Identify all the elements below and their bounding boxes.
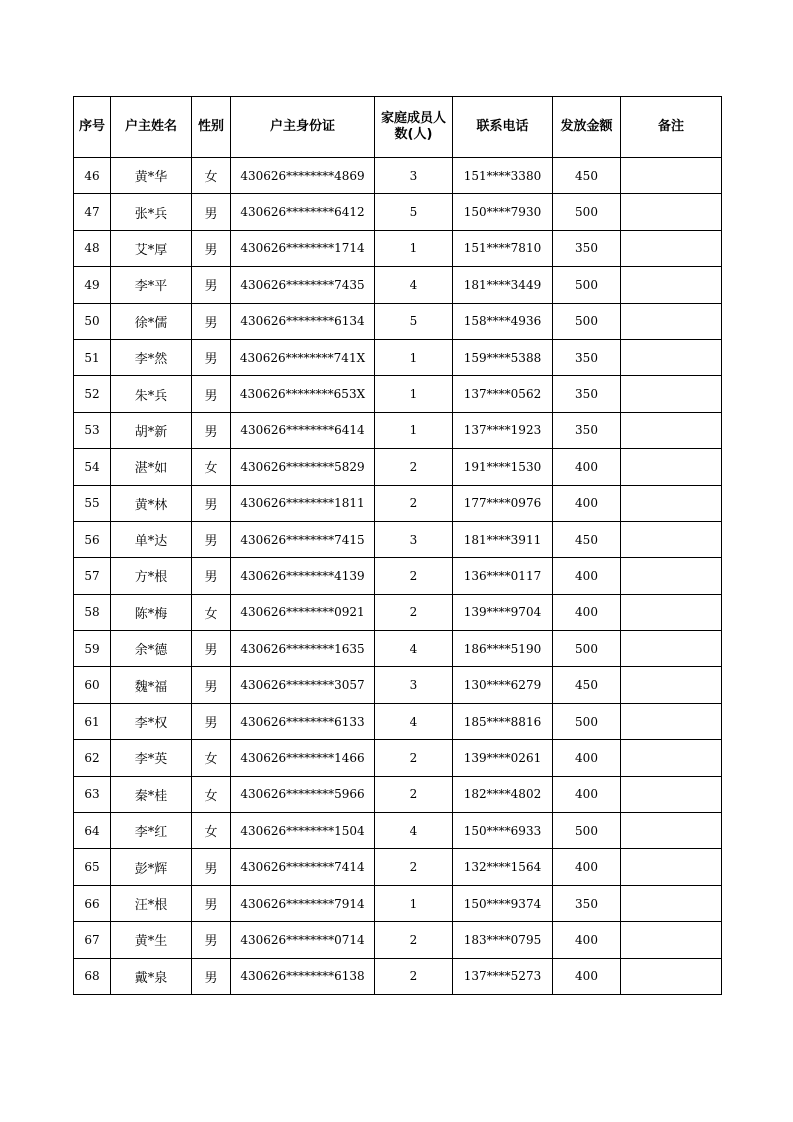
name-cell: 秦*桂	[111, 776, 192, 812]
amount-cell: 500	[553, 631, 621, 667]
phone-cell: 150****9374	[453, 885, 553, 921]
phone-cell: 185****8816	[453, 703, 553, 739]
amount-cell: 400	[553, 776, 621, 812]
table-row	[74, 594, 722, 630]
name-cell: 湛*如	[111, 449, 192, 485]
family-members-cell: 2	[375, 849, 453, 885]
gender-cell: 男	[192, 667, 231, 703]
remarks-cell	[621, 558, 722, 594]
name-cell: 单*达	[111, 521, 192, 557]
family-members-cell: 2	[375, 740, 453, 776]
header-gender: 性别	[192, 97, 231, 158]
family-members-cell: 2	[375, 958, 453, 994]
family-members-cell: 3	[375, 158, 453, 194]
phone-cell: 139****0261	[453, 740, 553, 776]
table-row	[74, 449, 722, 485]
serial-number-cell: 54	[74, 449, 111, 485]
table-body	[74, 158, 722, 995]
remarks-cell	[621, 631, 722, 667]
remarks-cell	[621, 449, 722, 485]
remarks-cell	[621, 412, 722, 448]
remarks-cell	[621, 667, 722, 703]
family-members-cell: 5	[375, 194, 453, 230]
remarks-cell	[621, 194, 722, 230]
remarks-cell	[621, 594, 722, 630]
name-cell: 徐*儒	[111, 303, 192, 339]
gender-cell: 男	[192, 267, 231, 303]
name-cell: 黄*华	[111, 158, 192, 194]
serial-number-cell: 63	[74, 776, 111, 812]
table-row	[74, 412, 722, 448]
amount-cell: 450	[553, 521, 621, 557]
table-row	[74, 303, 722, 339]
serial-number-cell: 59	[74, 631, 111, 667]
name-cell: 魏*福	[111, 667, 192, 703]
gender-cell: 女	[192, 813, 231, 849]
gender-cell: 男	[192, 230, 231, 266]
family-members-cell: 1	[375, 230, 453, 266]
table-row	[74, 485, 722, 521]
header-amount: 发放金额	[553, 97, 621, 158]
id-number-cell: 430626********0714	[231, 922, 375, 958]
amount-cell: 350	[553, 230, 621, 266]
serial-number-cell: 53	[74, 412, 111, 448]
id-number-cell: 430626********7914	[231, 885, 375, 921]
amount-cell: 500	[553, 703, 621, 739]
gender-cell: 男	[192, 558, 231, 594]
gender-cell: 女	[192, 594, 231, 630]
remarks-cell	[621, 267, 722, 303]
serial-number-cell: 57	[74, 558, 111, 594]
table-row	[74, 740, 722, 776]
name-cell: 黄*林	[111, 485, 192, 521]
amount-cell: 350	[553, 339, 621, 375]
name-cell: 彭*辉	[111, 849, 192, 885]
family-members-cell: 2	[375, 776, 453, 812]
serial-number-cell: 58	[74, 594, 111, 630]
amount-cell: 400	[553, 922, 621, 958]
id-number-cell: 430626********653X	[231, 376, 375, 412]
remarks-cell	[621, 376, 722, 412]
serial-number-cell: 49	[74, 267, 111, 303]
gender-cell: 男	[192, 376, 231, 412]
family-members-cell: 2	[375, 485, 453, 521]
remarks-cell	[621, 303, 722, 339]
amount-cell: 400	[553, 849, 621, 885]
remarks-cell	[621, 158, 722, 194]
id-number-cell: 430626********4139	[231, 558, 375, 594]
phone-cell: 191****1530	[453, 449, 553, 485]
serial-number-cell: 64	[74, 813, 111, 849]
family-members-cell: 3	[375, 521, 453, 557]
amount-cell: 400	[553, 449, 621, 485]
amount-cell: 450	[553, 667, 621, 703]
amount-cell: 500	[553, 813, 621, 849]
name-cell: 胡*新	[111, 412, 192, 448]
gender-cell: 男	[192, 521, 231, 557]
name-cell: 方*根	[111, 558, 192, 594]
gender-cell: 男	[192, 922, 231, 958]
serial-number-cell: 68	[74, 958, 111, 994]
id-number-cell: 430626********1714	[231, 230, 375, 266]
table-row	[74, 703, 722, 739]
table-row	[74, 631, 722, 667]
phone-cell: 137****5273	[453, 958, 553, 994]
remarks-cell	[621, 813, 722, 849]
serial-number-cell: 61	[74, 703, 111, 739]
name-cell: 陈*梅	[111, 594, 192, 630]
table-row	[74, 922, 722, 958]
gender-cell: 男	[192, 339, 231, 375]
serial-number-cell: 56	[74, 521, 111, 557]
id-number-cell: 430626********6133	[231, 703, 375, 739]
amount-cell: 350	[553, 885, 621, 921]
gender-cell: 男	[192, 885, 231, 921]
phone-cell: 136****0117	[453, 558, 553, 594]
name-cell: 张*兵	[111, 194, 192, 230]
gender-cell: 男	[192, 485, 231, 521]
table-row	[74, 776, 722, 812]
amount-cell: 400	[553, 740, 621, 776]
remarks-cell	[621, 230, 722, 266]
name-cell: 戴*泉	[111, 958, 192, 994]
amount-cell: 400	[553, 485, 621, 521]
family-members-cell: 2	[375, 558, 453, 594]
family-members-cell: 2	[375, 449, 453, 485]
serial-number-cell: 48	[74, 230, 111, 266]
family-members-cell: 1	[375, 885, 453, 921]
document-sheet	[73, 96, 721, 995]
serial-number-cell: 50	[74, 303, 111, 339]
family-members-cell: 4	[375, 703, 453, 739]
id-number-cell: 430626********6412	[231, 194, 375, 230]
gender-cell: 男	[192, 303, 231, 339]
serial-number-cell: 46	[74, 158, 111, 194]
table-row	[74, 667, 722, 703]
table-row	[74, 849, 722, 885]
remarks-cell	[621, 958, 722, 994]
phone-cell: 186****5190	[453, 631, 553, 667]
name-cell: 李*红	[111, 813, 192, 849]
serial-number-cell: 55	[74, 485, 111, 521]
gender-cell: 男	[192, 703, 231, 739]
table-row	[74, 267, 722, 303]
phone-cell: 181****3911	[453, 521, 553, 557]
phone-cell: 130****6279	[453, 667, 553, 703]
id-number-cell: 430626********6134	[231, 303, 375, 339]
amount-cell: 400	[553, 958, 621, 994]
table-row	[74, 521, 722, 557]
header-householder-name: 户主姓名	[111, 97, 192, 158]
name-cell: 艾*厚	[111, 230, 192, 266]
family-members-cell: 1	[375, 376, 453, 412]
remarks-cell	[621, 740, 722, 776]
id-number-cell: 430626********3057	[231, 667, 375, 703]
id-number-cell: 430626********5829	[231, 449, 375, 485]
gender-cell: 男	[192, 958, 231, 994]
amount-cell: 500	[553, 194, 621, 230]
name-cell: 李*权	[111, 703, 192, 739]
gender-cell: 男	[192, 631, 231, 667]
header-remarks: 备注	[621, 97, 722, 158]
id-number-cell: 430626********7415	[231, 521, 375, 557]
serial-number-cell: 66	[74, 885, 111, 921]
table-row	[74, 885, 722, 921]
id-number-cell: 430626********6414	[231, 412, 375, 448]
amount-cell: 400	[553, 558, 621, 594]
gender-cell: 女	[192, 740, 231, 776]
table-row	[74, 958, 722, 994]
phone-cell: 139****9704	[453, 594, 553, 630]
id-number-cell: 430626********1504	[231, 813, 375, 849]
phone-cell: 159****5388	[453, 339, 553, 375]
amount-cell: 350	[553, 412, 621, 448]
table-row	[74, 339, 722, 375]
serial-number-cell: 60	[74, 667, 111, 703]
gender-cell: 女	[192, 776, 231, 812]
amount-cell: 500	[553, 267, 621, 303]
family-members-cell: 3	[375, 667, 453, 703]
id-number-cell: 430626********5966	[231, 776, 375, 812]
phone-cell: 137****0562	[453, 376, 553, 412]
household-subsidy-table	[73, 96, 722, 995]
remarks-cell	[621, 703, 722, 739]
gender-cell: 女	[192, 449, 231, 485]
phone-cell: 182****4802	[453, 776, 553, 812]
table-row	[74, 194, 722, 230]
serial-number-cell: 62	[74, 740, 111, 776]
name-cell: 黄*生	[111, 922, 192, 958]
family-members-cell: 1	[375, 412, 453, 448]
family-members-cell: 1	[375, 339, 453, 375]
phone-cell: 177****0976	[453, 485, 553, 521]
phone-cell: 151****7810	[453, 230, 553, 266]
table-row	[74, 813, 722, 849]
remarks-cell	[621, 521, 722, 557]
table-row	[74, 230, 722, 266]
amount-cell: 450	[553, 158, 621, 194]
remarks-cell	[621, 885, 722, 921]
id-number-cell: 430626********7414	[231, 849, 375, 885]
phone-cell: 181****3449	[453, 267, 553, 303]
table-header-row	[74, 97, 722, 158]
table-row	[74, 158, 722, 194]
header-family-members: 家庭成员人数(人)	[375, 97, 453, 158]
family-members-cell: 4	[375, 267, 453, 303]
header-serial-number: 序号	[74, 97, 111, 158]
id-number-cell: 430626********1466	[231, 740, 375, 776]
amount-cell: 500	[553, 303, 621, 339]
table-row	[74, 376, 722, 412]
name-cell: 李*英	[111, 740, 192, 776]
id-number-cell: 430626********741X	[231, 339, 375, 375]
id-number-cell: 430626********0921	[231, 594, 375, 630]
phone-cell: 137****1923	[453, 412, 553, 448]
header-id-number: 户主身份证	[231, 97, 375, 158]
table-row	[74, 558, 722, 594]
serial-number-cell: 65	[74, 849, 111, 885]
id-number-cell: 430626********1811	[231, 485, 375, 521]
remarks-cell	[621, 776, 722, 812]
serial-number-cell: 67	[74, 922, 111, 958]
family-members-cell: 2	[375, 594, 453, 630]
name-cell: 李*平	[111, 267, 192, 303]
serial-number-cell: 47	[74, 194, 111, 230]
phone-cell: 150****6933	[453, 813, 553, 849]
phone-cell: 158****4936	[453, 303, 553, 339]
family-members-cell: 4	[375, 813, 453, 849]
header-phone: 联系电话	[453, 97, 553, 158]
remarks-cell	[621, 849, 722, 885]
name-cell: 余*德	[111, 631, 192, 667]
id-number-cell: 430626********1635	[231, 631, 375, 667]
remarks-cell	[621, 339, 722, 375]
phone-cell: 132****1564	[453, 849, 553, 885]
id-number-cell: 430626********7435	[231, 267, 375, 303]
name-cell: 汪*根	[111, 885, 192, 921]
phone-cell: 150****7930	[453, 194, 553, 230]
phone-cell: 183****0795	[453, 922, 553, 958]
phone-cell: 151****3380	[453, 158, 553, 194]
gender-cell: 男	[192, 194, 231, 230]
amount-cell: 350	[553, 376, 621, 412]
remarks-cell	[621, 485, 722, 521]
family-members-cell: 4	[375, 631, 453, 667]
serial-number-cell: 51	[74, 339, 111, 375]
serial-number-cell: 52	[74, 376, 111, 412]
name-cell: 朱*兵	[111, 376, 192, 412]
id-number-cell: 430626********4869	[231, 158, 375, 194]
name-cell: 李*然	[111, 339, 192, 375]
remarks-cell	[621, 922, 722, 958]
gender-cell: 男	[192, 412, 231, 448]
family-members-cell: 5	[375, 303, 453, 339]
family-members-cell: 2	[375, 922, 453, 958]
gender-cell: 男	[192, 849, 231, 885]
gender-cell: 女	[192, 158, 231, 194]
id-number-cell: 430626********6138	[231, 958, 375, 994]
amount-cell: 400	[553, 594, 621, 630]
